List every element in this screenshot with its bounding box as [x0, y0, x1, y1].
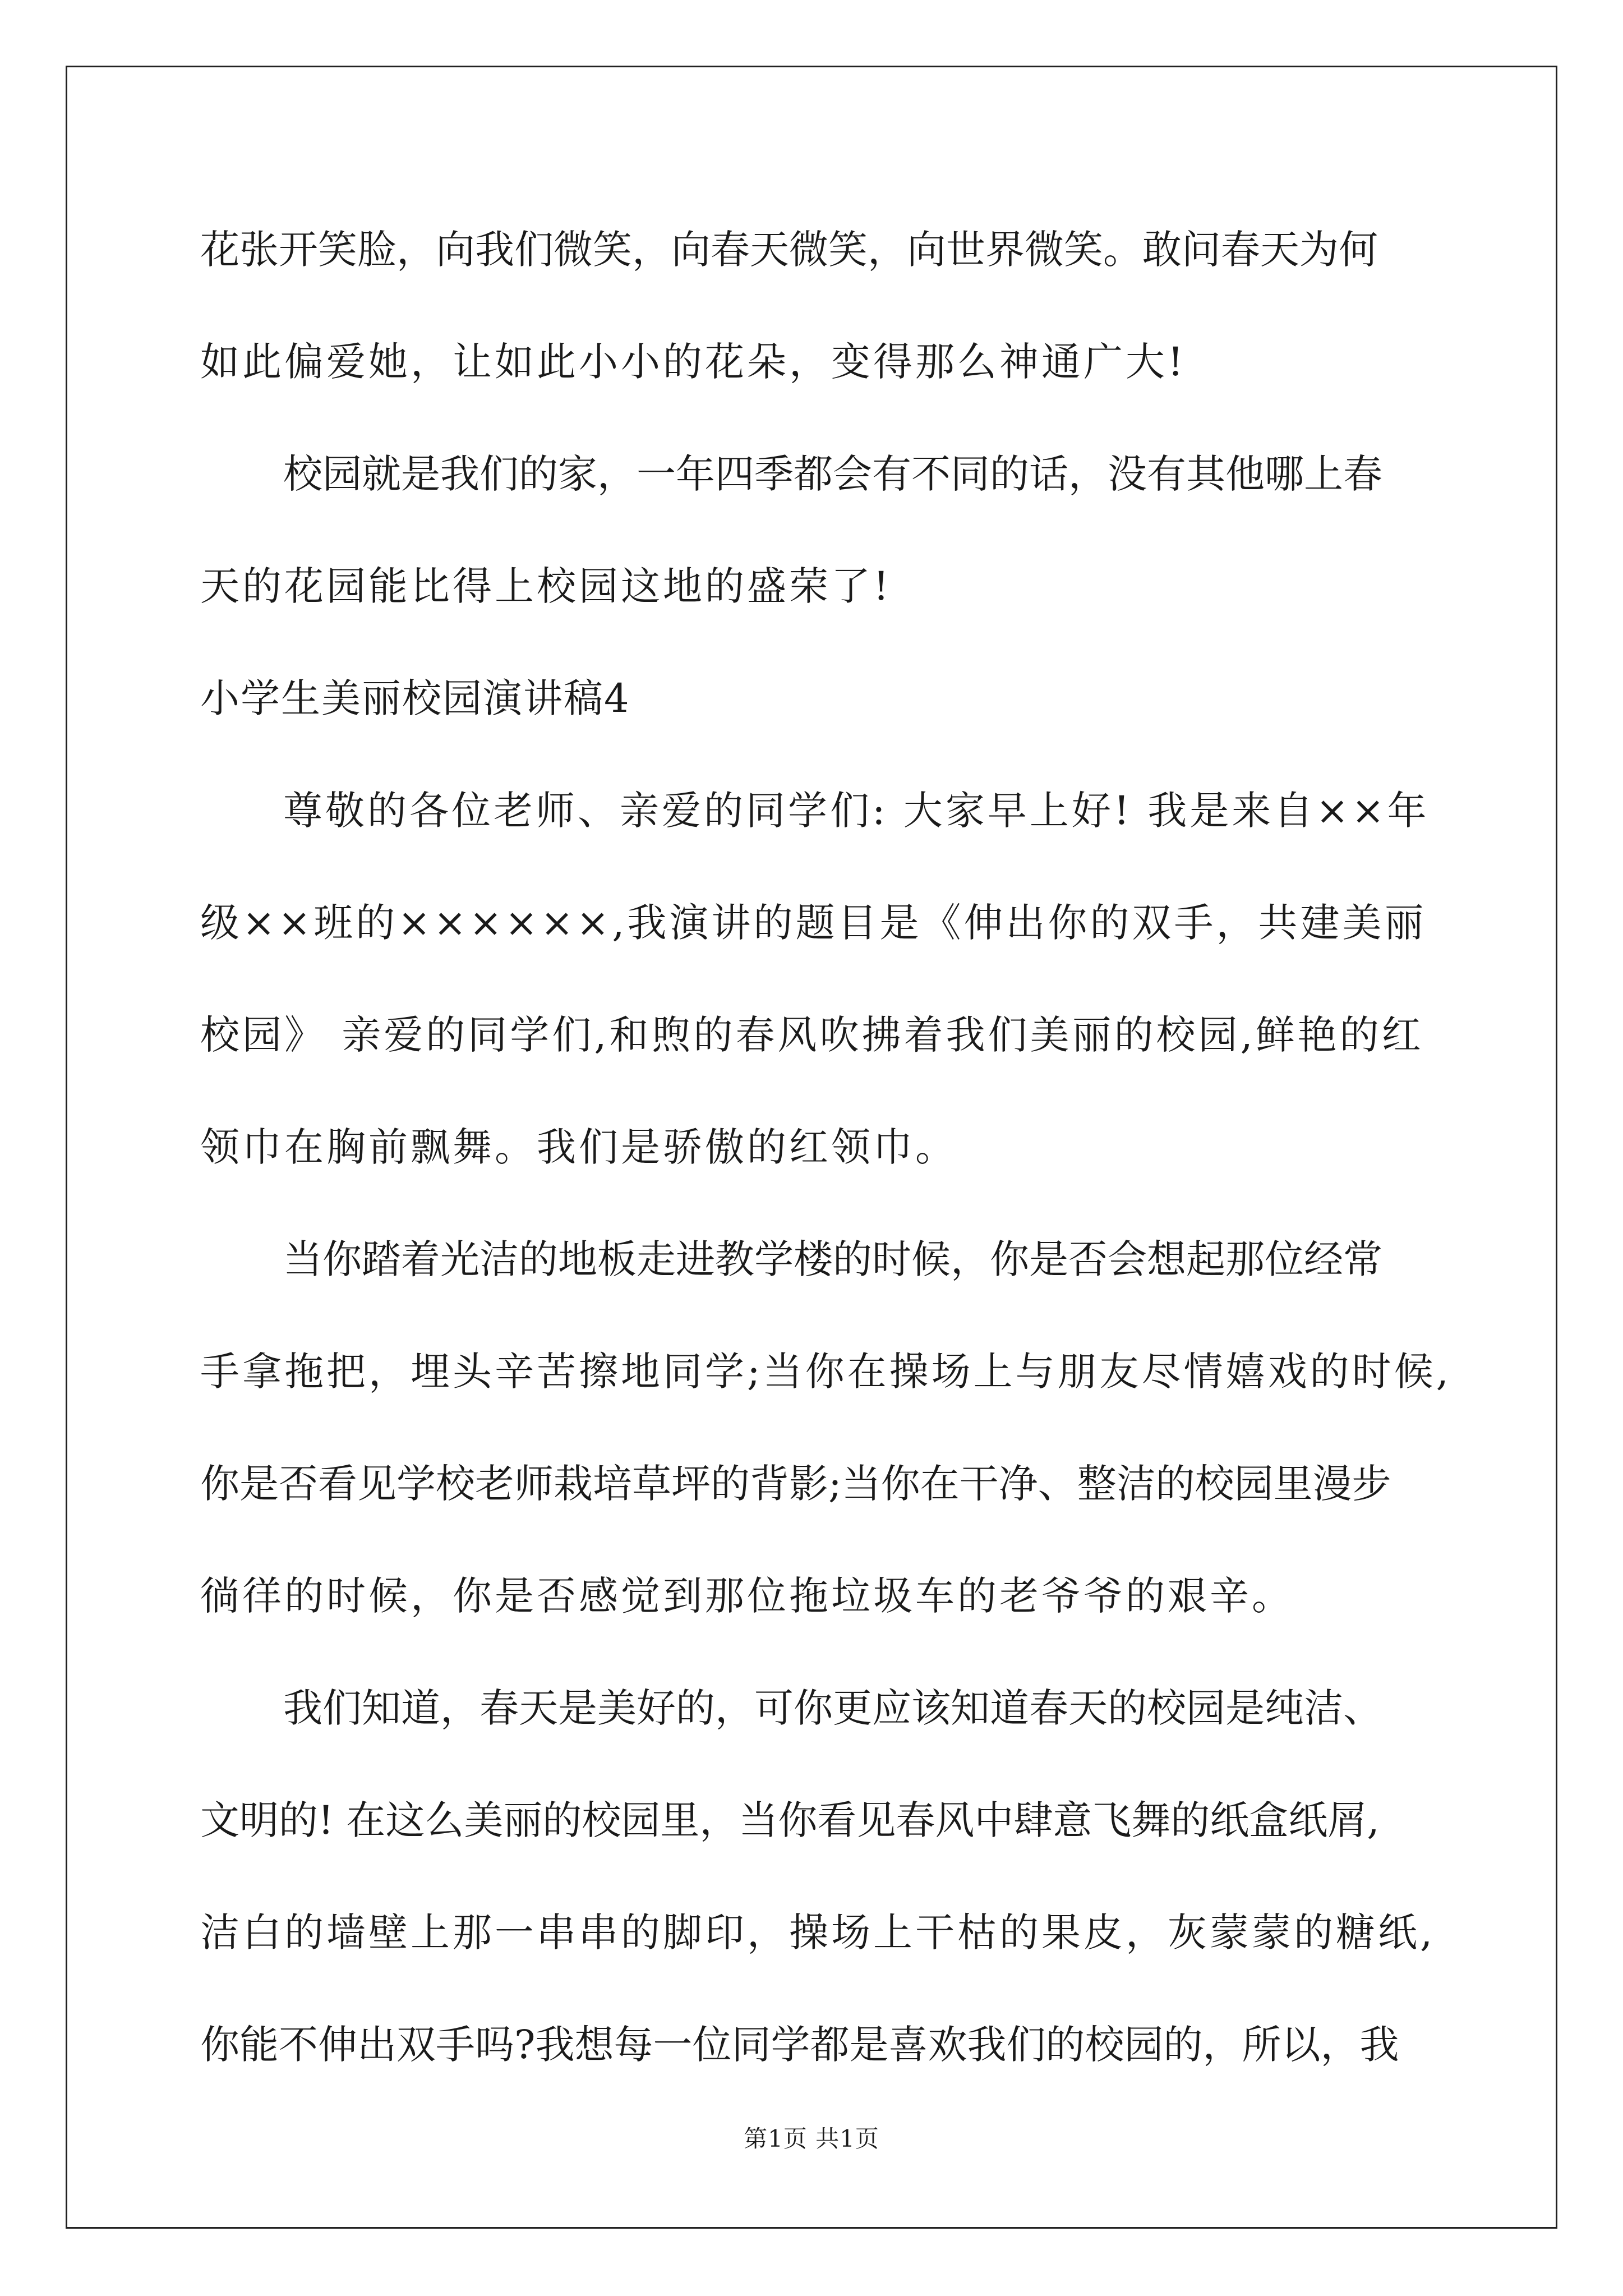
text-line: 徜徉的时候，你是否感觉到那位拖垃圾车的老爷爷的艰辛。	[200, 1573, 1294, 1619]
text-line: 花张开笑脸，向我们微笑，向春天微笑，向世界微笑。敢问春天为何	[200, 227, 1378, 273]
paragraph-start-line: 尊敬的各位老师、亲爱的同学们: 大家早上好! 我是来自××年	[283, 788, 1430, 834]
text-line: 手拿拖把，埋头辛苦擦地同学;当你在操场上与朋友尽情嬉戏的时候,	[200, 1349, 1451, 1395]
text-line: 你能不伸出双手吗?我想每一位同学都是喜欢我们的校园的，所以，我	[200, 2022, 1399, 2068]
section-heading: 小学生美丽校园演讲稿4	[200, 675, 630, 721]
text-line: 领巾在胸前飘舞。我们是骄傲的红领巾。	[200, 1124, 957, 1170]
text-line: 校园》 亲爱的同学们,和煦的春风吹拂着我们美丽的校园,鲜艳的红	[200, 1012, 1424, 1058]
text-line: 如此偏爱她，让如此小小的花朵，变得那么神通广大!	[200, 339, 1187, 385]
text-line: 天的花园能比得上校园这地的盛荣了!	[200, 563, 892, 609]
text-line: 洁白的墙壁上那一串串的脚印，操场上干枯的果皮，灰蒙蒙的糖纸,	[200, 1910, 1436, 1955]
text-line: 级××班的××××××,我演讲的题目是《伸出你的双手，共建美丽	[200, 900, 1427, 946]
text-line: 你是否看见学校老师栽培草坪的背影;当你在干净、整洁的校园里漫步	[200, 1461, 1391, 1507]
paragraph-start-line: 当你踏着光洁的地板走进教学楼的时候，你是否会想起那位经常	[283, 1236, 1382, 1282]
paragraph-start-line: 校园就是我们的家，一年四季都会有不同的话，没有其他哪上春	[283, 451, 1382, 497]
paragraph-start-line: 我们知道，春天是美好的，可你更应该知道春天的校园是纯洁、	[283, 1685, 1382, 1731]
page-footer: 第1页 共1页	[744, 2125, 879, 2152]
text-line: 文明的! 在这么美丽的校园里，当你看见春风中肆意飞舞的纸盒纸屑,	[200, 1797, 1380, 1843]
